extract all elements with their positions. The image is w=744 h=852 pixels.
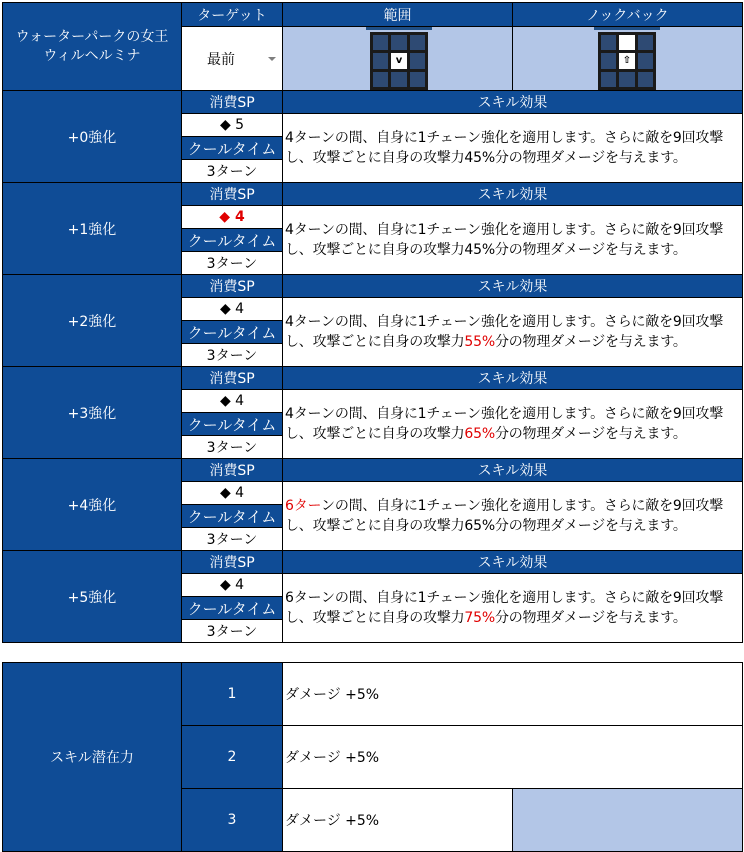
sp-value-text: ◆ 4	[219, 301, 245, 317]
cooldown-header-text: クールタイム	[187, 139, 277, 158]
level-label-text: +3強化	[67, 405, 117, 422]
level-label	[2, 366, 182, 459]
level-label	[2, 182, 182, 275]
sp-header	[181, 90, 283, 114]
effect-text	[282, 297, 743, 367]
sp-header-text: 消費SP	[209, 555, 255, 571]
effect-header	[282, 550, 743, 574]
effect-segment: ンの間、自身に1チェーン強化を適用します。さらに敵を9回攻撃し、攻撃ごとに自身の攻撃力65%分の物理ダメージを与えます。	[285, 498, 724, 534]
effect-highlight: 55%	[464, 334, 495, 350]
cooldown-value-text: 3ターン	[206, 164, 258, 180]
effect-highlight: 65%	[464, 426, 495, 442]
potential-text: ダメージ +5%	[285, 813, 380, 829]
sp-header	[181, 274, 283, 298]
effect-segment: 6ターンの間、自身に1チェーン強化を適用します。さらに敵を9回攻撃し、攻撃ごとに自身の攻撃力	[285, 590, 724, 626]
cooldown-value-text: 3ターン	[206, 348, 258, 364]
effect-text	[282, 573, 743, 643]
level-label	[2, 274, 182, 367]
effect-header-text: スキル効果	[477, 279, 548, 295]
sp-value	[181, 573, 283, 597]
sp-value	[181, 297, 283, 321]
effect-highlight: 6ター	[285, 498, 322, 514]
target-value: 最前	[207, 51, 235, 68]
cooldown-header	[181, 228, 283, 252]
sp-value	[181, 389, 283, 413]
sp-value-text: ◆ 4	[219, 485, 245, 501]
sp-header-text: 消費SP	[209, 371, 255, 387]
character-name: ウォーターパークの女王 ウィルヘルミナ	[15, 28, 169, 64]
range-grid-icon	[370, 32, 428, 90]
potential-label-cell	[2, 662, 182, 852]
range-icon-topbar	[366, 27, 432, 30]
range-header	[282, 2, 513, 27]
effect-highlight: 75%	[464, 610, 495, 626]
cooldown-value	[181, 435, 283, 459]
potential-num-1	[181, 662, 283, 726]
target-cell-icon: v	[391, 53, 406, 68]
level-label-text: +1強化	[67, 221, 117, 238]
effect-segment: 分の物理ダメージを与えます。	[494, 426, 687, 442]
level-label	[2, 458, 182, 551]
cooldown-value	[181, 527, 283, 551]
potential-filler	[512, 788, 743, 852]
sp-header	[181, 366, 283, 390]
potential-text: ダメージ +5%	[285, 687, 380, 703]
effect-segment: 分の物理ダメージを与えます。	[494, 334, 687, 350]
cooldown-header	[181, 504, 283, 528]
effect-segment: 4ターンの間、自身に1チェーン強化を適用します。さらに敵を9回攻撃し、攻撃ごとに自身の攻撃力	[285, 314, 724, 350]
sp-header	[181, 182, 283, 206]
effect-paragraph	[285, 312, 742, 352]
character-name-cell	[2, 2, 182, 91]
target-header	[181, 2, 283, 27]
sp-value-text: ◆ 5	[219, 117, 245, 133]
chevron-down-icon	[268, 57, 276, 61]
cooldown-header-text: クールタイム	[187, 415, 277, 434]
potential-text-1	[282, 662, 743, 726]
level-label-text: +4強化	[67, 497, 117, 514]
potential-num-2	[181, 725, 283, 789]
potential-label: スキル潜在力	[50, 750, 134, 766]
effect-header	[282, 458, 743, 482]
cooldown-header	[181, 596, 283, 620]
cooldown-value	[181, 343, 283, 367]
cooldown-value-text: 3ターン	[206, 256, 258, 272]
level-label	[2, 550, 182, 643]
cooldown-header	[181, 136, 283, 160]
level-label-text: +5強化	[67, 589, 117, 606]
effect-paragraph	[285, 496, 742, 536]
cooldown-header	[181, 412, 283, 436]
potential-num: 3	[227, 812, 237, 828]
sp-header-text: 消費SP	[209, 187, 255, 203]
effect-paragraph	[285, 220, 742, 260]
potential-text-2	[282, 725, 743, 789]
arrow-up-icon: ⇧	[619, 53, 634, 68]
potential-num: 1	[227, 686, 237, 702]
effect-text	[282, 481, 743, 551]
cooldown-value	[181, 619, 283, 643]
potential-num: 2	[227, 749, 237, 765]
knockback-grid-icon	[598, 32, 656, 90]
cooldown-value	[181, 159, 283, 183]
potential-num-3	[181, 788, 283, 852]
effect-paragraph	[285, 404, 742, 444]
effect-header-text: スキル効果	[477, 371, 548, 387]
cooldown-header-text: クールタイム	[187, 599, 277, 618]
effect-header	[282, 90, 743, 114]
level-label-text: +0強化	[67, 129, 117, 146]
sp-value-text: ◆ 4	[219, 209, 245, 225]
effect-segment: 4ターンの間、自身に1チェーン強化を適用します。さらに敵を9回攻撃し、攻撃ごとに自身の攻撃力45%分の物理ダメージを与えます。	[285, 130, 724, 166]
sp-value	[181, 113, 283, 137]
cooldown-value-text: 3ターン	[206, 532, 258, 548]
effect-header-text: スキル効果	[477, 555, 548, 571]
knockback-label: ノックバック	[586, 7, 669, 24]
potential-text: ダメージ +5%	[285, 750, 380, 766]
effect-paragraph	[285, 588, 742, 628]
sp-header	[181, 458, 283, 482]
cooldown-header	[181, 320, 283, 344]
effect-segment: 4ターンの間、自身に1チェーン強化を適用します。さらに敵を9回攻撃し、攻撃ごとに自身の攻撃力	[285, 406, 724, 442]
effect-text	[282, 205, 743, 275]
cooldown-header-text: クールタイム	[187, 231, 277, 250]
knockback-icon-topbar	[594, 27, 660, 30]
sp-header	[181, 550, 283, 574]
sp-value	[181, 205, 283, 229]
effect-header	[282, 182, 743, 206]
target-label: ターゲット	[197, 7, 267, 24]
level-label-text: +2強化	[67, 313, 117, 330]
effect-header	[282, 274, 743, 298]
target-select[interactable]	[181, 26, 283, 91]
cooldown-header-text: クールタイム	[187, 323, 277, 342]
effect-segment: 4ターンの間、自身に1チェーン強化を適用します。さらに敵を9回攻撃し、攻撃ごとに自身の攻撃力45%分の物理ダメージを与えます。	[285, 222, 724, 258]
sp-header-text: 消費SP	[209, 463, 255, 479]
effect-paragraph	[285, 128, 742, 168]
sp-header-text: 消費SP	[209, 95, 255, 111]
cooldown-value	[181, 251, 283, 275]
range-label: 範囲	[383, 7, 412, 24]
effect-header	[282, 366, 743, 390]
sp-value	[181, 481, 283, 505]
effect-text	[282, 389, 743, 459]
cooldown-value-text: 3ターン	[206, 440, 258, 456]
potential-text-3	[282, 788, 513, 852]
knockback-header	[512, 2, 743, 27]
effect-text	[282, 113, 743, 183]
effect-header-text: スキル効果	[477, 187, 548, 203]
effect-header-text: スキル効果	[477, 463, 548, 479]
effect-segment: 分の物理ダメージを与えます。	[494, 610, 687, 626]
sp-header-text: 消費SP	[209, 279, 255, 295]
sp-value-text: ◆ 4	[219, 393, 245, 409]
cooldown-value-text: 3ターン	[206, 624, 258, 640]
level-label	[2, 90, 182, 183]
cooldown-header-text: クールタイム	[187, 507, 277, 526]
sp-value-text: ◆ 4	[219, 577, 245, 593]
effect-header-text: スキル効果	[477, 95, 548, 111]
